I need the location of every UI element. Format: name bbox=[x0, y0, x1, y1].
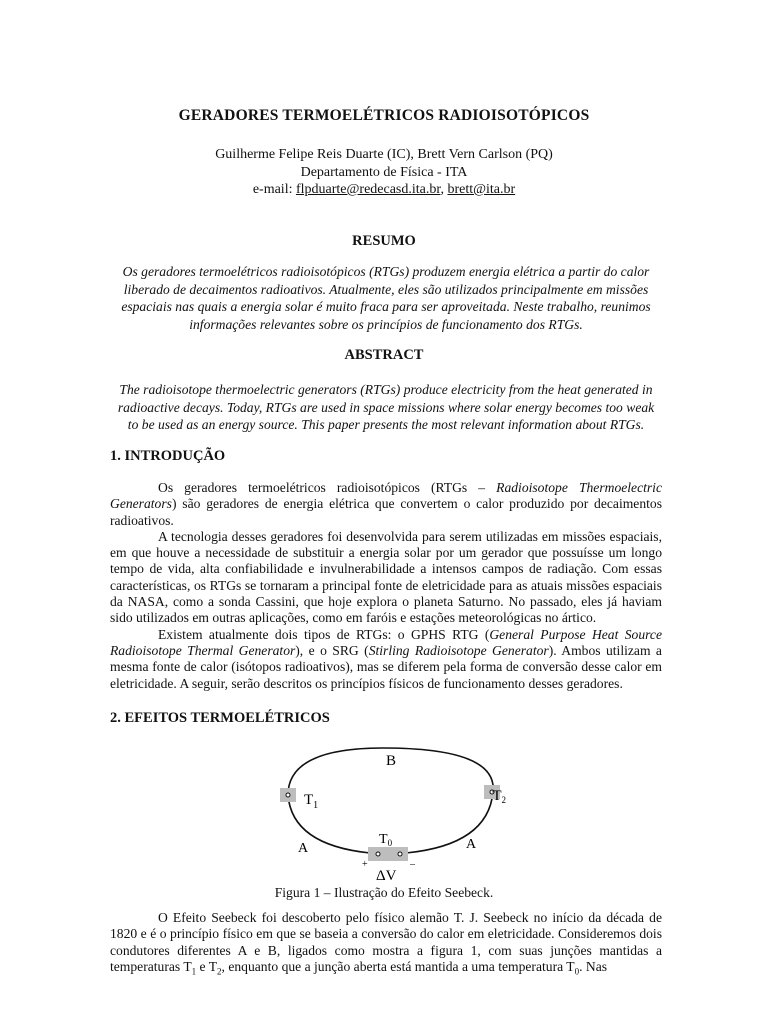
conductor-a-right-arc bbox=[406, 792, 493, 853]
label-a-right: A bbox=[466, 837, 477, 852]
label-delta-v: ΔV bbox=[376, 868, 397, 884]
subscript: 1 bbox=[191, 966, 197, 977]
email-line bbox=[0, 181, 768, 199]
seebeck-paragraph bbox=[110, 910, 662, 980]
intro-paragraph-1 bbox=[110, 480, 662, 529]
author-block bbox=[0, 146, 768, 199]
text-run: Existem atualmente dois tipos de RTGs: o GPHS RTG ( bbox=[158, 626, 490, 642]
paper-title: GERADORES TERMOELÉTRICOS RADIOISOTÓPICOS bbox=[178, 107, 590, 124]
text-run: ). Ambos utilizam a mesma fonte de calor (isótopos radioativos), mas se diferem pela forma de conversão desse calor em eletricidade. A seguir, serão descritos os princípios físicos de funcionamento desses geradores. bbox=[110, 642, 662, 691]
subscript: 0 bbox=[574, 966, 580, 977]
intro-paragraph-3 bbox=[110, 627, 662, 692]
text-run: , enquanto que a junção aberta está mantida a uma temperatura T bbox=[221, 958, 575, 974]
label-minus: – bbox=[410, 859, 415, 870]
email-label: e-mail: bbox=[252, 182, 296, 197]
text-run: e T bbox=[196, 958, 218, 974]
email-separator: , bbox=[440, 182, 448, 197]
seebeck-figure bbox=[278, 740, 508, 890]
text-run-italic: General Purpose Heat Source Radioisotope Thermal Generator bbox=[110, 626, 662, 658]
abstract-text: The radioisotope thermoelectric generators (RTGs) produce electricity from the heat generated in radioactive decays. Today, RTGs are used in space missions where solar energy becomes too weak to be used as an energy source. This paper presents the most relevant information about RTGs. bbox=[117, 382, 655, 432]
text-run: ) são geradores de energia elétrica que convertem o calor produzido por decaimentos radioativos. bbox=[110, 496, 662, 528]
section2-heading: 2. EFEITOS TERMOELÉTRICOS bbox=[110, 710, 330, 726]
label-t0: $T_0$ bbox=[379, 832, 393, 848]
text-run: O Efeito Seebeck foi descoberto pelo físico alemão T. J. Seebeck no início da década de 1820 e é o princípio físico em que se baseia a conversão do calor em eletricidade. Consideremos dois condutores diferentes A e B, ligados como mostra a figura 1, com suas junções mantidas a temperaturas T bbox=[110, 910, 662, 974]
section1-heading: 1. INTRODUÇÃO bbox=[110, 448, 226, 464]
text-run-italic: Stirling Radioisotope Generator bbox=[368, 642, 549, 658]
label-b: B bbox=[386, 753, 397, 769]
label-t2: $T_2$ bbox=[492, 788, 506, 805]
department: Departamento de Física - ITA bbox=[300, 164, 468, 180]
text-run: ), e o SRG ( bbox=[295, 642, 369, 658]
junction-t1-node bbox=[286, 793, 290, 797]
intro-paragraph-2: A tecnologia desses geradores foi desenvolvida para serem utilizadas em missões espaciais, em que houve a necessidade de substituir a energia solar por um gerador que possuísse um longo tempo de vida, alta confiabilidade e invulnerabilidade a intensos campos de radiação. Com essas características, os RTGs se tornaram a principal fonte de eletricidade para as atuais missões espaciais da NASA, como a sonda Cassini, que hoje explora o planeta Saturno. No passado, eles já haviam sido utilizados em outras aplicações, como em faróis e estações meteorológicas no ártico. bbox=[110, 528, 662, 626]
text-run: Os geradores termoelétricos radioisotópicos (RTGs – bbox=[158, 480, 497, 495]
figure-caption: Figura 1 – Ilustração do Efeito Seebeck. bbox=[274, 885, 494, 900]
subscript: 2 bbox=[217, 966, 222, 977]
label-t1: $T_1$ bbox=[304, 792, 319, 811]
email-link-2[interactable]: brett@ita.br bbox=[447, 182, 516, 197]
email-link-1[interactable]: flpduarte@redecasd.ita.br bbox=[295, 182, 441, 197]
section2-body bbox=[110, 910, 662, 980]
section1-body bbox=[110, 480, 662, 692]
resumo-text: Os geradores termoelétricos radioisotópicos (RTGs) produzem energia elétrica a partir do calor liberado de decaimentos radioativos. Atualmente, eles são utilizados principalmente em missões espaciais nas quais a energia solar é muito fraca para ser aproveitada. Neste trabalho, reunimos informações relevantes sobre os princípios de funcionamento dos RTGs. bbox=[121, 264, 651, 332]
label-a-left: A bbox=[298, 841, 309, 856]
label-plus: + bbox=[362, 859, 368, 870]
text-run: . Nas bbox=[579, 958, 608, 974]
terminal-right-node bbox=[398, 852, 402, 856]
terminal-left-node bbox=[376, 852, 380, 856]
text-run-italic: Radioisotope Thermoelectric Generators bbox=[110, 480, 662, 512]
author-names: Guilherme Felipe Reis Duarte (IC), Brett Vern Carlson (PQ) bbox=[215, 147, 553, 162]
resumo-heading: RESUMO bbox=[352, 233, 416, 249]
abstract-heading: ABSTRACT bbox=[344, 347, 424, 363]
